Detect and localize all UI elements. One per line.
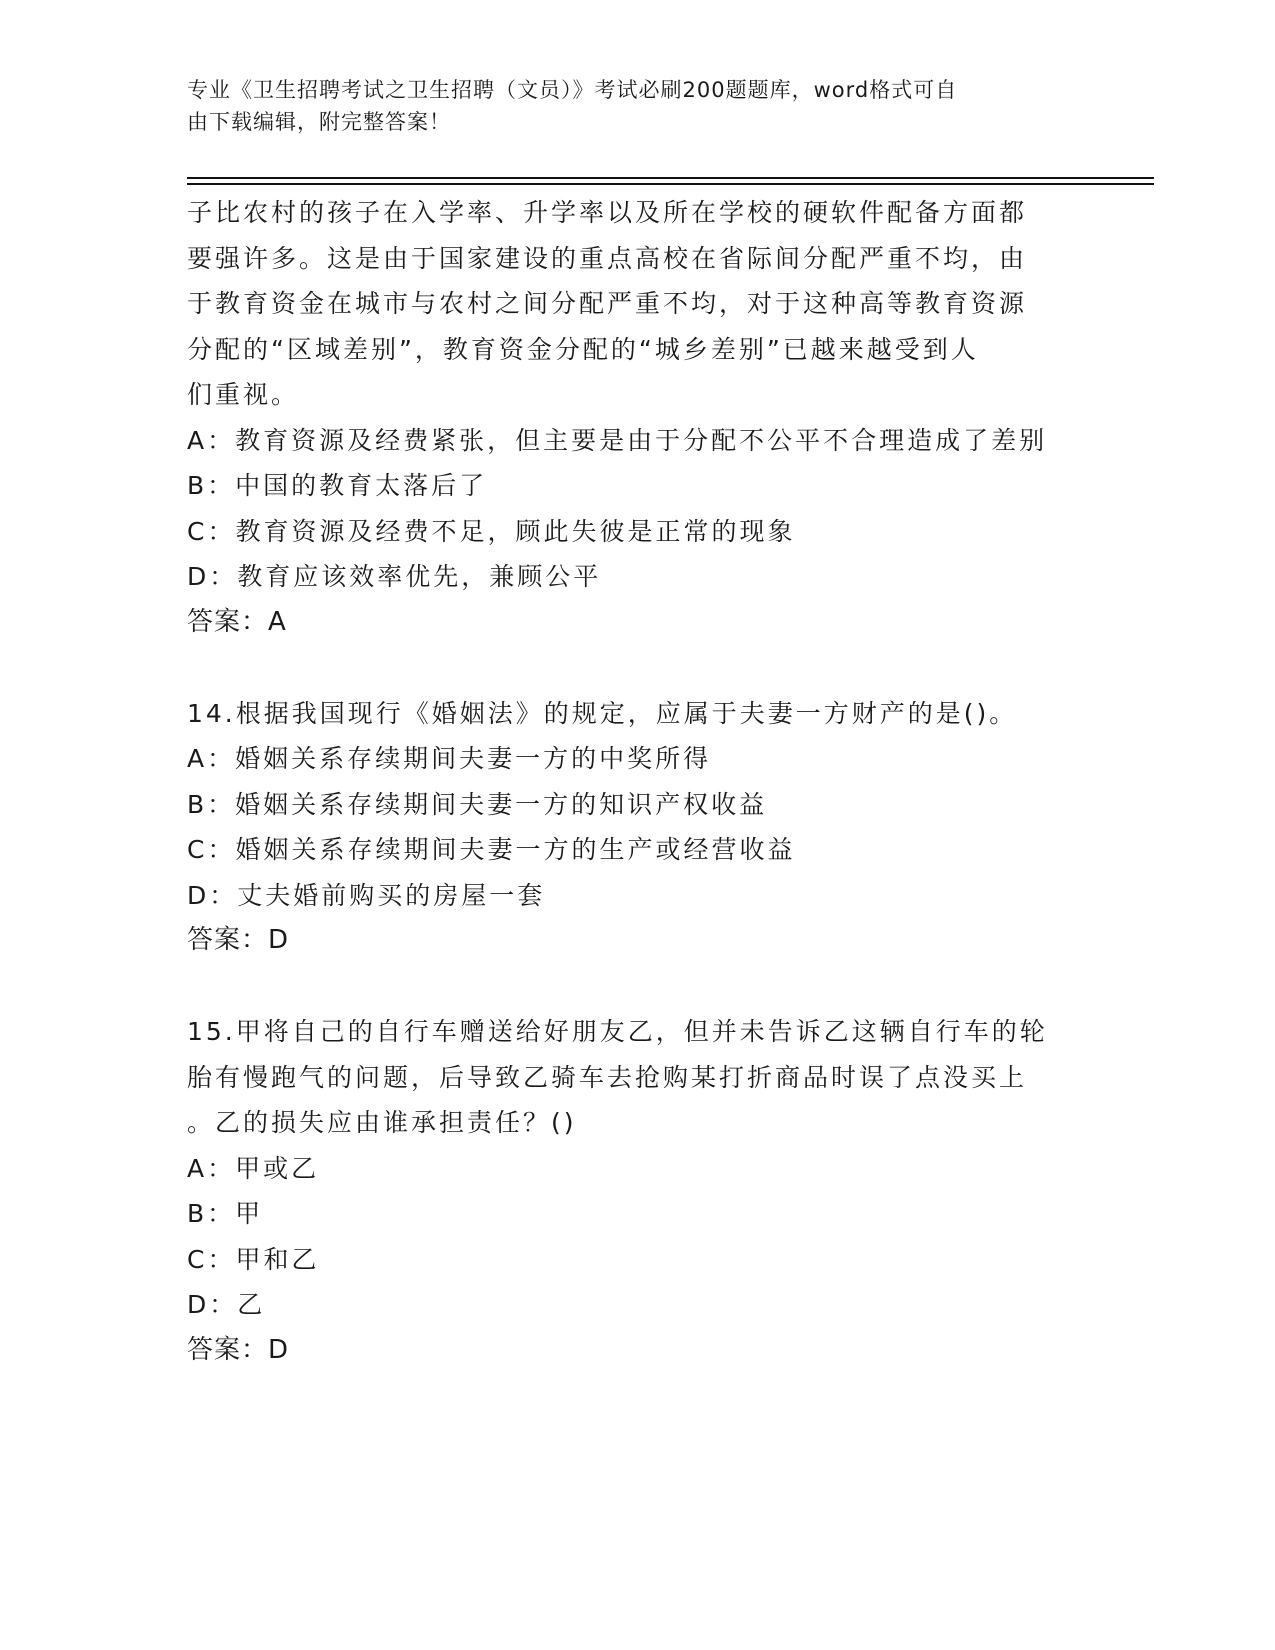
option-c: C：甲和乙: [187, 1244, 320, 1274]
option-c: C：教育资源及经费不足，顾此失彼是正常的现象: [187, 516, 796, 546]
option-a: A：教育资源及经费紧张，但主要是由于分配不公平不合理造成了差别: [187, 425, 1048, 455]
question-stem-line: 。乙的损失应由谁承担责任？(): [187, 1108, 577, 1137]
question-stem-line: 们重视。: [187, 380, 300, 409]
option-b: B：中国的教育太落后了: [187, 471, 488, 500]
question-stem-line: 要强许多。这是由于国家建设的重点高校在省际间分配严重不均，由: [187, 243, 1028, 273]
answer-line: 答案：A: [187, 606, 287, 637]
option-c: C：婚姻关系存续期间夫妻一方的生产或经营收益: [187, 835, 796, 864]
option-a: A：甲或乙: [187, 1153, 320, 1183]
question-spacer: [187, 645, 1087, 691]
answer-line: 答案：D: [187, 925, 290, 955]
question-stem-line: 于教育资金在城市与农村之间分配严重不均，对于这种高等教育资源: [187, 289, 1028, 318]
option-b: B：婚姻关系存续期间夫妻一方的知识产权收益: [187, 789, 768, 819]
question-stem-line: 子比农村的孩子在入学率、升学率以及所在学校的硬软件配备方面都: [187, 198, 1028, 227]
answer-line: 答案：D: [187, 1334, 290, 1365]
option-b: B：甲: [187, 1199, 264, 1228]
header-line-1: 专业《卫生招聘考试之卫生招聘（文员）》考试必刷200题题库，word格式可自: [187, 78, 958, 102]
option-d: D：丈夫婚前购买的房屋一套: [187, 880, 546, 910]
option-a: A：婚姻关系存续期间夫妻一方的中奖所得: [187, 744, 712, 773]
question-stem-line: 胎有慢跑气的问题，后导致乙骑车去抢购某打折商品时误了点没买上: [187, 1062, 1028, 1092]
header-line-2: 由下载编辑，附完整答案！: [187, 110, 451, 134]
header-rule-bottom: [187, 183, 1154, 185]
document-body: [187, 190, 1087, 1373]
document-header: [187, 74, 1067, 138]
question-15: [187, 1009, 1087, 1373]
question-stem-line: 分配的“区域差别”，教育资金分配的“城乡差别”已越来越受到人: [187, 334, 979, 364]
question-spacer: [187, 964, 1087, 1010]
question-stem-line: 14.根据我国现行《婚姻法》的规定，应属于夫妻一方财产的是()。: [187, 698, 1018, 728]
header-rule-top: [187, 177, 1154, 179]
question-14: [187, 691, 1087, 964]
question-13: [187, 190, 1087, 645]
option-d: D：教育应该效率优先，兼顾公平: [187, 562, 602, 591]
option-d: D：乙: [187, 1290, 266, 1319]
question-stem-line: 15.甲将自己的自行车赠送给好朋友乙，但并未告诉乙这辆自行车的轮: [187, 1017, 1048, 1046]
